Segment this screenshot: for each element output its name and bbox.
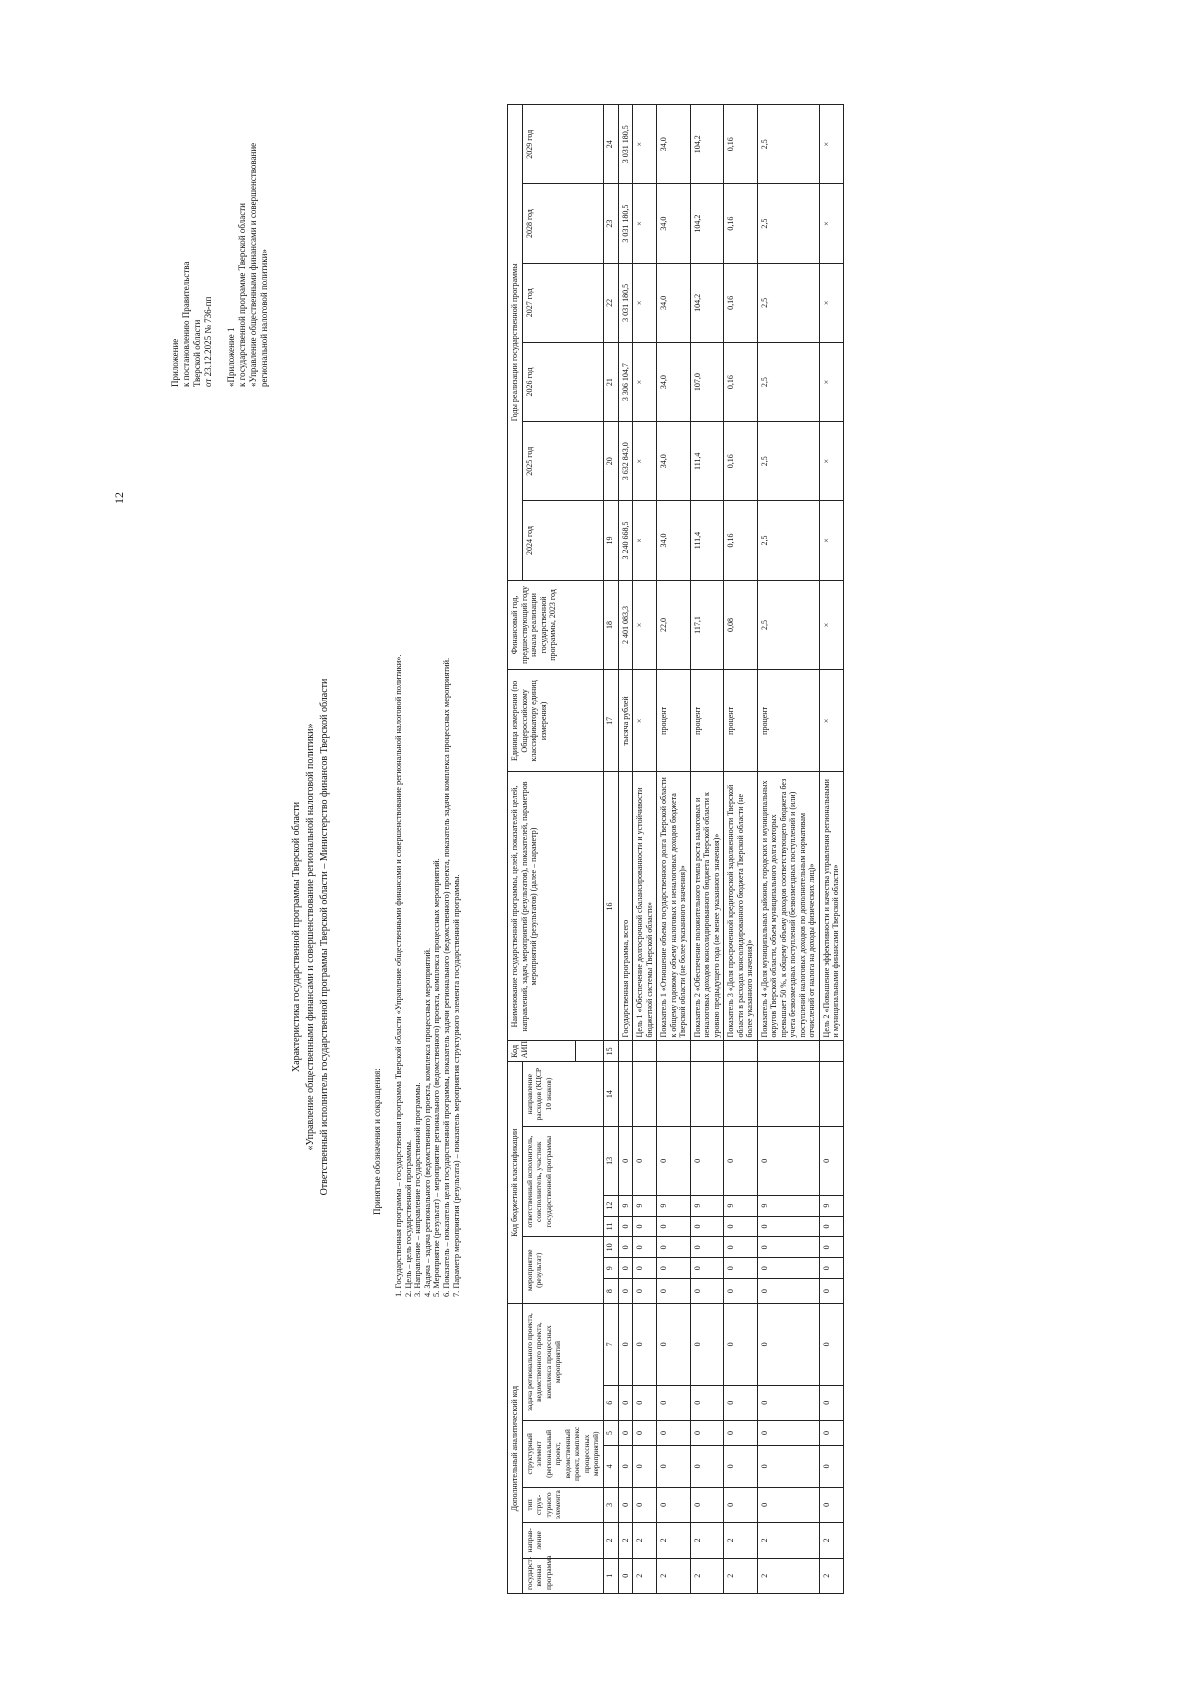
- column-number: 19: [603, 501, 618, 580]
- year-value: 3 031 180,5: [618, 105, 633, 184]
- code-cell: 0: [657, 1216, 691, 1237]
- code-cell: 0: [757, 1126, 819, 1195]
- header-gp: государст-венная программа: [522, 1558, 603, 1593]
- code-cell: 0: [819, 1258, 843, 1279]
- appendix-line: региональной налоговой политики»: [259, 249, 269, 387]
- code-cell: 0: [657, 1487, 691, 1522]
- code-cell: 0: [724, 1420, 758, 1445]
- abbreviation-item: 5. Мероприятие (результат) – мероприятие регионального (ведомственного) проекта, комплекса процессных мероприятий.: [432, 858, 442, 1297]
- appendix-line: «Управление общественными финансами и совершенствование: [248, 142, 258, 387]
- column-number: 20: [603, 422, 618, 501]
- expense-cell: [657, 1062, 691, 1127]
- year-value: 3 240 668,5: [618, 501, 633, 580]
- row-unit: процент: [657, 670, 691, 772]
- column-number: 7: [603, 1304, 618, 1385]
- column-number: 14: [603, 1062, 618, 1127]
- code-cell: 0: [690, 1445, 724, 1487]
- header-measure: мероприятие (результат): [522, 1237, 603, 1304]
- header-years-group: Годы реализации государственной программы: [508, 105, 523, 581]
- year-value: 0,16: [724, 422, 758, 501]
- row-unit: тысяча рублей: [618, 670, 633, 772]
- code-cell: 0: [690, 1258, 724, 1279]
- header-direction: направ-ление: [522, 1523, 603, 1558]
- table-row: [633, 105, 657, 1594]
- year-value: 104,2: [690, 263, 724, 342]
- row-base-value: 2,5: [757, 580, 819, 670]
- table-row: [657, 105, 691, 1594]
- year-value: 111,4: [690, 501, 724, 580]
- aip-cell: [757, 1041, 819, 1062]
- abbreviation-item: 7. Параметр мероприятия (результата) – показатель мероприятия структурного элемента государственной программы.: [451, 874, 461, 1297]
- code-cell: 0: [690, 1216, 724, 1237]
- code-cell: 2: [618, 1523, 633, 1558]
- code-cell: 0: [819, 1126, 843, 1195]
- header-year-2025: 2025 год: [522, 422, 603, 501]
- code-cell: 2: [657, 1558, 691, 1593]
- header-base-year: Финансовый год, предшествующий году начала реализации государственной программы, 2023 год: [508, 580, 604, 670]
- year-value: ×: [819, 422, 843, 501]
- column-number: 4: [603, 1445, 618, 1487]
- column-number: 10: [603, 1237, 618, 1258]
- table-row: [819, 105, 843, 1594]
- year-value: 34,0: [657, 263, 691, 342]
- expense-cell: [690, 1062, 724, 1127]
- year-value: ×: [819, 342, 843, 421]
- code-cell: 2: [657, 1523, 691, 1558]
- code-cell: 0: [819, 1385, 843, 1420]
- header-unit: Единица измерения (по Общероссийскому классификатору единиц измерения): [508, 670, 604, 772]
- row-unit: ×: [819, 670, 843, 772]
- code-cell: 0: [618, 1279, 633, 1304]
- code-cell: 0: [657, 1237, 691, 1258]
- column-number: 18: [603, 580, 618, 670]
- header-aip-blank: [575, 1041, 603, 1062]
- appendix-decree: [170, 57, 214, 387]
- header-task: задача регионального проекта, ведомственного проекта, комплекса процессных мероприятий: [522, 1304, 603, 1421]
- code-cell: 0: [618, 1237, 633, 1258]
- year-value: ×: [819, 263, 843, 342]
- row-name: Цель 1 «Обеспечение долгосрочной сбалансированности и устойчивости бюджетной системы Тверской области»: [633, 772, 657, 1041]
- year-value: 34,0: [657, 105, 691, 184]
- code-cell: 0: [819, 1237, 843, 1258]
- expense-cell: [819, 1062, 843, 1127]
- abbreviation-item: 4. Задача – задача регионального (ведомственного) проекта, комплекса процессных мероприятий.: [422, 947, 432, 1297]
- code-cell: 0: [757, 1279, 819, 1304]
- code-cell: 0: [618, 1445, 633, 1487]
- year-value: ×: [819, 184, 843, 263]
- year-value: 0,16: [724, 184, 758, 263]
- year-value: 2,5: [757, 105, 819, 184]
- code-cell: 0: [819, 1304, 843, 1385]
- row-name: Показатель 2 «Обеспечение положительного темпа роста налоговых и неналоговых доходов консолидированного бюджета Тверской области к уровню предыдущего года (не менее указанного значения)»: [690, 772, 724, 1041]
- year-value: 34,0: [657, 184, 691, 263]
- code-cell: 0: [657, 1420, 691, 1445]
- code-cell: 0: [633, 1279, 657, 1304]
- code-cell: 0: [618, 1258, 633, 1279]
- header-year-2024: 2024 год: [522, 501, 603, 580]
- code-cell: 0: [633, 1126, 657, 1195]
- column-number: 12: [603, 1195, 618, 1216]
- year-value: ×: [819, 105, 843, 184]
- abbreviation-item: 3. Направление – направление государственной программы.: [413, 1082, 423, 1297]
- code-cell: 0: [690, 1487, 724, 1522]
- year-value: 3 632 843,0: [618, 422, 633, 501]
- code-cell: 0: [633, 1487, 657, 1522]
- code-cell: 0: [757, 1258, 819, 1279]
- document-title: [290, 537, 332, 1337]
- row-name: Показатель 1 «Отношение объема государственного долга Тверской области к общему годовому объему налоговых и неналоговых доходов бюджета Тверской области (не более указанного значения)»: [657, 772, 691, 1041]
- table-row: [618, 105, 633, 1594]
- code-cell: 0: [690, 1420, 724, 1445]
- aip-cell: [819, 1041, 843, 1062]
- code-cell: 0: [618, 1558, 633, 1593]
- row-unit: процент: [757, 670, 819, 772]
- year-value: 2,5: [757, 342, 819, 421]
- code-cell: 2: [819, 1558, 843, 1593]
- code-cell: 0: [657, 1304, 691, 1385]
- header-struct-type: тип струк-турного элемента: [522, 1487, 603, 1522]
- column-number: 9: [603, 1258, 618, 1279]
- year-value: ×: [633, 501, 657, 580]
- header-year-2029: 2029 год: [522, 105, 603, 184]
- year-value: 0,16: [724, 105, 758, 184]
- code-cell: 0: [757, 1487, 819, 1522]
- code-cell: 0: [633, 1420, 657, 1445]
- code-cell: 0: [757, 1304, 819, 1385]
- year-value: ×: [633, 184, 657, 263]
- column-number: 13: [603, 1126, 618, 1195]
- aip-cell: [724, 1041, 758, 1062]
- row-base-value: 117,1: [690, 580, 724, 670]
- code-cell: 0: [724, 1126, 758, 1195]
- column-number: 1: [603, 1558, 618, 1593]
- code-cell: 0: [757, 1216, 819, 1237]
- code-cell: 0: [757, 1420, 819, 1445]
- page-number: 12: [112, 492, 126, 504]
- code-cell: 0: [724, 1237, 758, 1258]
- code-cell: 0: [657, 1445, 691, 1487]
- code-cell: 0: [657, 1385, 691, 1420]
- header-year-2026: 2026 год: [522, 342, 603, 421]
- code-cell: 0: [618, 1420, 633, 1445]
- row-name: Показатель 4 «Доля муниципальных районов, городских и муниципальных округов Тверской области, объем муниципального долга которых превышает 50 %, к общему объему доходов соответствующего бюджета без учета безвозмездных поступлений (безвозмездных поступлений и (или) поступлений налоговых доходов по дополнительным нормативам отчислений от налога на доходы физических лиц)»: [757, 772, 819, 1041]
- row-name: Показатель 3 «Доля просроченной кредиторской задолженности Тверской области в расходах консолидированного бюджета Тверской области (не более указанного значения)»: [724, 772, 758, 1041]
- year-value: 2,5: [757, 184, 819, 263]
- program-table: [507, 104, 844, 1594]
- code-cell: 9: [618, 1195, 633, 1216]
- row-name: Государственная программа, всего: [618, 772, 633, 1041]
- header-aip-code: Код АИП: [508, 1041, 576, 1062]
- code-cell: 0: [757, 1237, 819, 1258]
- appendix-line: «Приложение 1: [226, 327, 236, 387]
- table-row: [690, 105, 724, 1594]
- header-budget-code: Код бюджетной классификации: [508, 1062, 523, 1304]
- year-value: 3 031 180,5: [618, 184, 633, 263]
- code-cell: 0: [618, 1304, 633, 1385]
- year-value: 34,0: [657, 422, 691, 501]
- abbreviations-heading: Принятые обозначения и сокращения:: [372, 1068, 382, 1215]
- code-cell: 0: [757, 1385, 819, 1420]
- table-row: [724, 105, 758, 1594]
- code-cell: 2: [724, 1523, 758, 1558]
- code-cell: 0: [724, 1279, 758, 1304]
- row-base-value: 2 401 083,3: [618, 580, 633, 670]
- column-number: 17: [603, 670, 618, 772]
- code-cell: 0: [819, 1487, 843, 1522]
- year-value: ×: [633, 263, 657, 342]
- code-cell: 0: [724, 1216, 758, 1237]
- year-value: 104,2: [690, 184, 724, 263]
- year-value: 3 306 104,7: [618, 342, 633, 421]
- code-cell: 0: [690, 1385, 724, 1420]
- header-year-2027: 2027 год: [522, 263, 603, 342]
- year-value: 107,0: [690, 342, 724, 421]
- row-base-value: ×: [819, 580, 843, 670]
- expense-cell: [757, 1062, 819, 1127]
- code-cell: 0: [690, 1126, 724, 1195]
- aip-cell: [618, 1041, 633, 1062]
- year-value: 0,16: [724, 263, 758, 342]
- code-cell: 0: [757, 1445, 819, 1487]
- header-name: Наименование государственной программы, целей, показателей целей, направлений, задач, мероприятий (результатов), показателей, параметров мероприятий (результатов) (далее – параметр): [508, 772, 604, 1041]
- row-unit: процент: [724, 670, 758, 772]
- column-number: 15: [603, 1041, 618, 1062]
- aip-cell: [690, 1041, 724, 1062]
- appendix-line: Тверской области: [192, 319, 202, 387]
- code-cell: 2: [690, 1523, 724, 1558]
- year-value: 3 031 180,5: [618, 263, 633, 342]
- year-value: 34,0: [657, 501, 691, 580]
- code-cell: 0: [633, 1304, 657, 1385]
- code-cell: 2: [757, 1523, 819, 1558]
- row-base-value: 22,0: [657, 580, 691, 670]
- column-number: 21: [603, 342, 618, 421]
- year-value: 2,5: [757, 501, 819, 580]
- column-number: 6: [603, 1385, 618, 1420]
- year-value: 2,5: [757, 422, 819, 501]
- code-cell: 0: [633, 1445, 657, 1487]
- code-cell: 9: [657, 1195, 691, 1216]
- code-cell: 0: [724, 1445, 758, 1487]
- expense-cell: [724, 1062, 758, 1127]
- code-cell: 0: [724, 1258, 758, 1279]
- code-cell: 0: [657, 1126, 691, 1195]
- appendix-line: к постановлению Правительства: [181, 261, 191, 387]
- code-cell: 9: [633, 1195, 657, 1216]
- code-cell: 9: [724, 1195, 758, 1216]
- header-dop-code: Дополнительный аналитический код: [508, 1304, 523, 1594]
- expense-cell: [633, 1062, 657, 1127]
- code-cell: 2: [633, 1558, 657, 1593]
- year-value: 0,16: [724, 501, 758, 580]
- year-value: 2,5: [757, 263, 819, 342]
- year-value: 104,2: [690, 105, 724, 184]
- year-value: 111,4: [690, 422, 724, 501]
- code-cell: 0: [819, 1216, 843, 1237]
- code-cell: 2: [690, 1558, 724, 1593]
- code-cell: 0: [690, 1237, 724, 1258]
- row-base-value: 0,08: [724, 580, 758, 670]
- code-cell: 0: [690, 1304, 724, 1385]
- code-cell: 0: [618, 1126, 633, 1195]
- row-unit: процент: [690, 670, 724, 772]
- column-number: 16: [603, 772, 618, 1041]
- code-cell: 0: [724, 1304, 758, 1385]
- column-number: 22: [603, 263, 618, 342]
- year-value: ×: [633, 105, 657, 184]
- column-number: 23: [603, 184, 618, 263]
- column-number: 3: [603, 1487, 618, 1522]
- column-number: 2: [603, 1523, 618, 1558]
- code-cell: 0: [724, 1385, 758, 1420]
- title-line-2: «Управление общественными финансами и совершенствование региональной налоговой политики»: [305, 723, 316, 1151]
- header-year-2028: 2028 год: [522, 184, 603, 263]
- code-cell: 0: [633, 1237, 657, 1258]
- row-name: Цель 2 «Повышение эффективности и качества управления региональными и муниципальными финансами Тверской области»: [819, 772, 843, 1041]
- appendix-block: [170, 57, 282, 387]
- code-cell: 0: [633, 1385, 657, 1420]
- code-cell: 0: [633, 1258, 657, 1279]
- code-cell: 0: [657, 1279, 691, 1304]
- column-number: 8: [603, 1279, 618, 1304]
- code-cell: 0: [618, 1216, 633, 1237]
- column-number: 24: [603, 105, 618, 184]
- code-cell: 0: [618, 1487, 633, 1522]
- year-value: ×: [633, 422, 657, 501]
- abbreviation-item: 6. Показатель – показатель цели государственной программы, показатель задачи регионального (ведомственного) проекта, показатель задачи комплекса процессных мероприятий.: [441, 657, 451, 1297]
- code-cell: 2: [819, 1523, 843, 1558]
- code-cell: 0: [819, 1279, 843, 1304]
- column-number: 11: [603, 1216, 618, 1237]
- expense-cell: [618, 1062, 633, 1127]
- header-expense: направление расходов (КЦСР 10 знаков): [522, 1062, 603, 1127]
- appendix-line: от 23.12.2025 № 736-пп: [203, 296, 213, 387]
- appendix-program: [226, 57, 270, 387]
- code-cell: 2: [633, 1523, 657, 1558]
- appendix-line: Приложение: [170, 338, 180, 387]
- code-cell: 9: [757, 1195, 819, 1216]
- code-cell: 9: [819, 1195, 843, 1216]
- appendix-line: к государственной программе Тверской области: [237, 203, 247, 387]
- row-unit: ×: [633, 670, 657, 772]
- code-cell: 0: [618, 1385, 633, 1420]
- row-base-value: ×: [633, 580, 657, 670]
- table-row: [757, 105, 819, 1594]
- header-executor: ответственный исполнитель, соисполнитель, участник государственной программы: [522, 1126, 603, 1236]
- year-value: 34,0: [657, 342, 691, 421]
- code-cell: 0: [819, 1420, 843, 1445]
- header-struct-elem: структурный элемент (региональный проект, ведомственный проект, комплекс процессных мероприятий): [522, 1420, 603, 1487]
- table-body: [618, 105, 843, 1594]
- abbreviations-list: [394, 97, 461, 1297]
- code-cell: 0: [724, 1487, 758, 1522]
- code-cell: 2: [757, 1558, 819, 1593]
- abbreviation-item: 2. Цель – цель государственной программы.: [403, 1139, 413, 1297]
- code-cell: 9: [690, 1195, 724, 1216]
- header-row-1: [508, 105, 523, 1594]
- aip-cell: [633, 1041, 657, 1062]
- year-value: ×: [819, 501, 843, 580]
- code-cell: 0: [819, 1445, 843, 1487]
- title-line-3: Ответственный исполнитель государственной программы Тверской области – Министерство финансов Тверской области: [319, 678, 330, 1196]
- aip-cell: [657, 1041, 691, 1062]
- column-numbers-row: [603, 105, 618, 1594]
- year-value: 0,16: [724, 342, 758, 421]
- code-cell: 0: [657, 1258, 691, 1279]
- column-number: 5: [603, 1420, 618, 1445]
- year-value: ×: [633, 342, 657, 421]
- code-cell: 0: [633, 1216, 657, 1237]
- abbreviation-item: 1. Государственная программа – государственная программа Тверской области «Управление общественными финансами и совершенствование региональной налоговой политики».: [394, 654, 403, 1297]
- title-line-1: Характеристика государственной программы Тверской области: [291, 801, 302, 1073]
- code-cell: 0: [690, 1279, 724, 1304]
- code-cell: 2: [724, 1558, 758, 1593]
